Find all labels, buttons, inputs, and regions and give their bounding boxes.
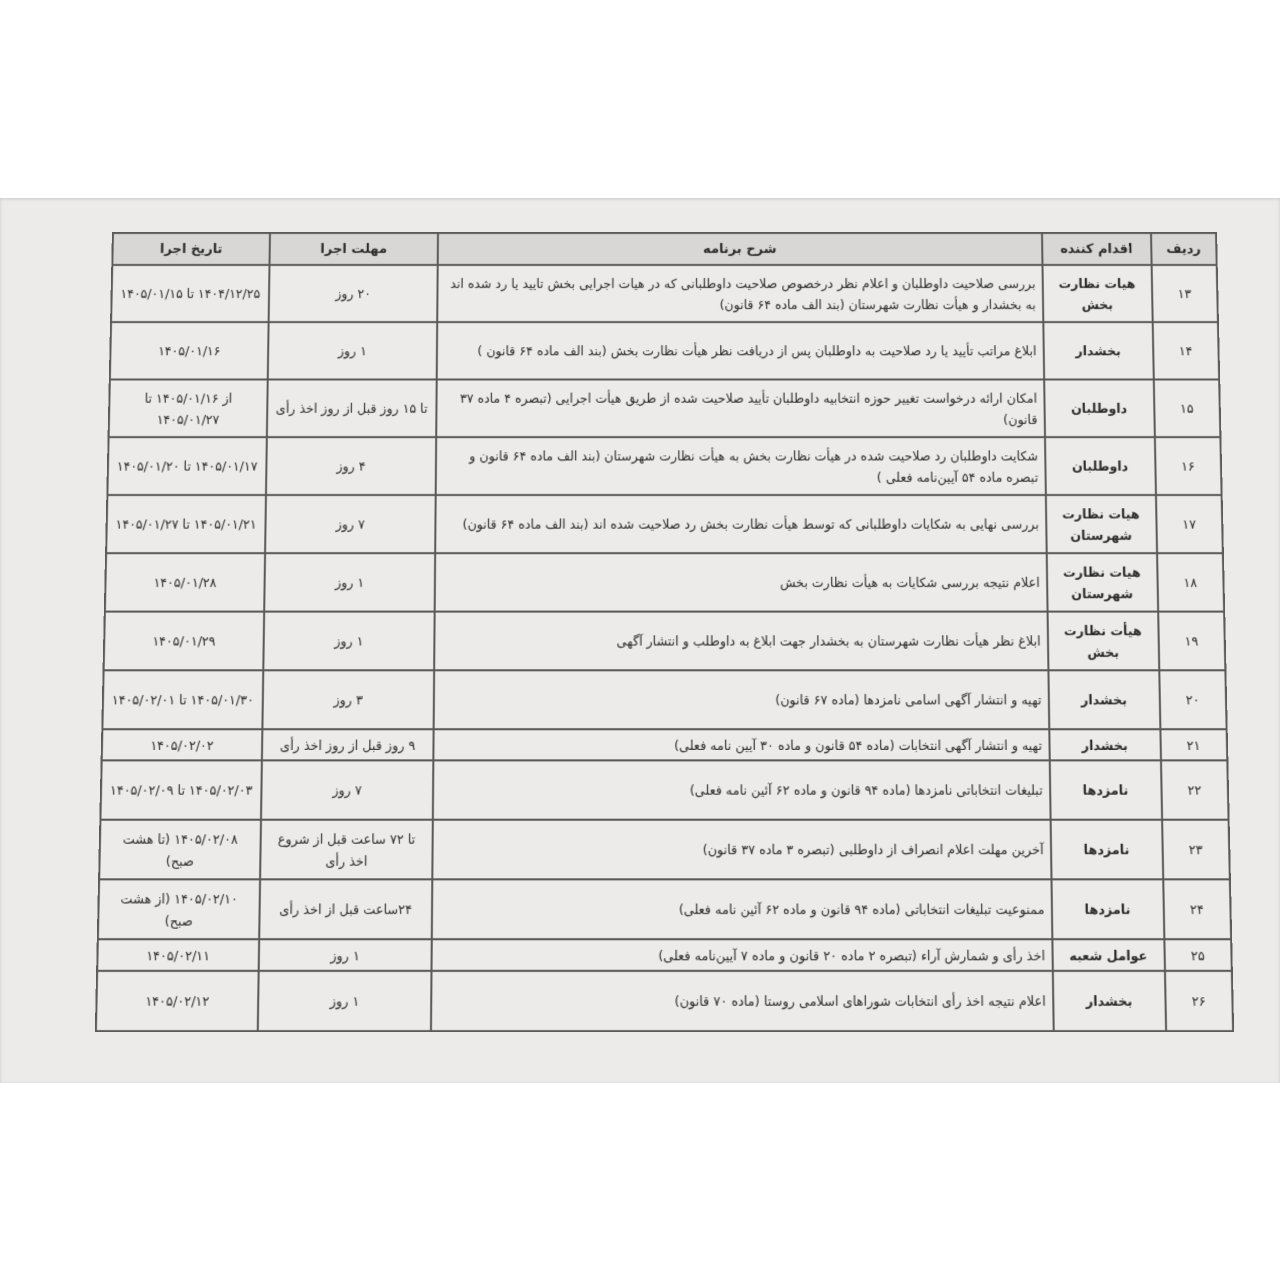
row-actor: بخشدار (1043, 322, 1153, 379)
table-row (107, 437, 1221, 495)
table-row (104, 612, 1226, 671)
table-row (97, 939, 1232, 971)
row-actor: نامزدها (1049, 760, 1161, 819)
row-number: ۲۳ (1162, 820, 1230, 880)
row-date: ۱۴۰۵/۰۱/۳۰ تا ۱۴۰۵/۰۲/۰۱ (102, 670, 263, 729)
row-actor: نامزدها (1051, 879, 1164, 939)
header-row-number: ردیف (1151, 233, 1217, 265)
row-number: ۲۱ (1160, 729, 1227, 760)
election-schedule-table (95, 232, 1234, 1032)
table-row (106, 495, 1223, 553)
row-deadline: ۲۴ساعت قبل از اخذ رأی (259, 879, 432, 939)
row-actor: هیات نظارت بخش (1042, 265, 1152, 322)
row-actor: داوطلبان (1045, 437, 1156, 495)
row-deadline: ۱ روز (259, 939, 432, 971)
table-row (100, 760, 1228, 819)
row-number: ۱۶ (1154, 437, 1221, 495)
row-actor: داوطلبان (1044, 379, 1155, 437)
row-description: شکایت داوطلبان رد صلاحیت شده در هیأت نظارت بخش به هیأت نظارت شهرستان (بند الف ماده ۶۴ قانون و تبصره ماده ۵۴ آیین‌نامه فعلی ) (435, 437, 1045, 495)
row-number: ۱۸ (1157, 553, 1224, 611)
row-actor: هیات نظارت شهرستان (1045, 495, 1156, 553)
row-number: ۲۵ (1164, 939, 1232, 971)
header-date: تاریخ اجرا (112, 233, 270, 265)
row-number: ۲۶ (1165, 971, 1234, 1031)
row-deadline: ۲۰ روز (269, 265, 438, 322)
table-body (96, 265, 1233, 1031)
table-row (99, 820, 1230, 880)
row-deadline: تا ۱۵ روز قبل از روز اخذ رأی (267, 379, 437, 437)
row-actor: هیات نظارت شهرستان (1046, 553, 1157, 611)
row-date: ۱۴۰۵/۰۲/۰۳ تا ۱۴۰۵/۰۲/۰۹ (100, 760, 261, 819)
row-deadline: ۷ روز (265, 495, 435, 553)
row-deadline: تا ۷۲ ساعت قبل از شروع اخذ رأی (260, 820, 433, 880)
row-description: بررسی نهایی به شکایات داوطلبانی که توسط هیأت نظارت بخش رد صلاحیت شده اند (بند الف ماده ۶۴ قانون) (435, 495, 1046, 553)
row-number: ۱۹ (1158, 612, 1226, 671)
row-date: ۱۴۰۵/۰۱/۱۷ تا ۱۴۰۵/۰۱/۲۰ (107, 437, 266, 495)
header-description: شرح برنامه (438, 233, 1043, 265)
table-row (110, 322, 1219, 379)
row-number: ۲۰ (1159, 670, 1227, 729)
table-row (96, 971, 1233, 1031)
table-row (105, 553, 1224, 611)
table-row (109, 379, 1221, 437)
row-description: ممنوعیت تبلیغات انتخاباتی (ماده ۹۴ قانون و ماده ۶۲ آئین نامه فعلی) (432, 879, 1052, 939)
row-number: ۱۷ (1156, 495, 1223, 553)
row-description: تبلیغات انتخاباتی نامزدها (ماده ۹۴ قانون و ماده ۶۲ آئین نامه فعلی) (433, 760, 1051, 819)
document-page (0, 198, 1280, 1083)
row-description: تهیه و انتشار آگهی اسامی نامزدها (ماده ۶۷ قانون) (433, 670, 1048, 729)
row-deadline: ۱ روز (263, 612, 434, 671)
row-date: ۱۴۰۵/۰۲/۱۲ (96, 971, 259, 1031)
row-actor: هیأت نظارت بخش (1047, 612, 1159, 671)
row-number: ۱۳ (1151, 265, 1218, 322)
row-description: تهیه و انتشار آگهی انتخابات (ماده ۵۴ قانون و ماده ۳۰ آیین نامه فعلی) (433, 729, 1049, 760)
header-row (112, 233, 1216, 265)
row-date: از ۱۴۰۵/۰۱/۱۶ تا ۱۴۰۵/۰۱/۲۷ (109, 379, 268, 437)
row-description: اخذ رأی و شمارش آراء (تبصره ۲ ماده ۲۰ قانون و ماده ۷ آیین‌نامه فعلی) (431, 939, 1052, 971)
row-description: بررسی صلاحیت داوطلبان و اعلام نظر درخصوص صلاحیت داوطلبانی که در هیات اجرایی بخش تایید یا رد شده اند به بخشدار و هیأت نظارت شهرستان (بند الف ماده ۶۴ قانون) (437, 265, 1043, 322)
row-actor: بخشدار (1049, 729, 1161, 760)
row-description: آخرین مهلت اعلام انصراف از داوطلبی (تبصره ۳ ماده ۳۷ قانون) (432, 820, 1051, 880)
row-deadline: ۹ روز قبل از روز اخذ رأی (262, 729, 434, 760)
row-number: ۲۲ (1161, 760, 1229, 819)
row-actor: نامزدها (1050, 820, 1163, 880)
row-actor: بخشدار (1052, 971, 1165, 1031)
schedule-table-wrapper (95, 232, 1234, 1032)
row-date: ۱۴۰۵/۰۲/۱۰ (از هشت صبح) (98, 879, 260, 939)
row-actor: بخشدار (1048, 670, 1160, 729)
row-number: ۱۵ (1153, 379, 1220, 437)
table-row (102, 729, 1228, 760)
row-description: ابلاغ نظر هیأت نظارت شهرستان به بخشدار جهت ابلاغ به داوطلب و انتشار آگهی (434, 612, 1048, 671)
row-date: ۱۴۰۵/۰۱/۲۸ (105, 553, 265, 611)
row-deadline: ۳ روز (262, 670, 434, 729)
header-deadline: مهلت اجرا (269, 233, 437, 265)
row-date: ۱۴۰۵/۰۲/۰۸ (تا هشت صبح) (99, 820, 261, 880)
row-actor: عوامل شعبه (1052, 939, 1165, 971)
row-date: ۱۴۰۵/۰۱/۲۹ (104, 612, 265, 671)
table-row (111, 265, 1218, 322)
table-row (98, 879, 1231, 939)
row-deadline: ۱ روز (268, 322, 437, 379)
row-deadline: ۴ روز (266, 437, 436, 495)
row-description: امکان ارائه درخواست تغییر حوزه انتخابیه داوطلبان تأیید صلاحیت شده از طریق هیأت اجرایی (تبصره ۴ ماده ۳۷ قانون) (436, 379, 1045, 437)
row-number: ۱۴ (1152, 322, 1219, 379)
row-date: ۱۴۰۵/۰۱/۲۱ تا ۱۴۰۵/۰۱/۲۷ (106, 495, 266, 553)
row-deadline: ۷ روز (261, 760, 433, 819)
row-description: ابلاغ مراتب تأیید یا رد صلاحیت به داوطلبان پس از دریافت نظر هیأت نظارت بخش (بند الف ماده ۶۴ قانون ) (437, 322, 1044, 379)
row-description: اعلام نتیجه بررسی شکایات به هیأت نظارت بخش (434, 553, 1047, 611)
table-row (102, 670, 1226, 729)
row-date: ۱۴۰۵/۰۱/۱۶ (110, 322, 269, 379)
row-description: اعلام نتیجه اخذ رأی انتخابات شوراهای اسلامی روستا (ماده ۷۰ قانون) (431, 971, 1054, 1031)
table-header (112, 233, 1216, 265)
row-deadline: ۱ روز (258, 971, 432, 1031)
row-deadline: ۱ روز (264, 553, 435, 611)
row-number: ۲۴ (1163, 879, 1231, 939)
row-date: ۱۴۰۴/۱۲/۲۵ تا ۱۴۰۵/۰۱/۱۵ (111, 265, 269, 322)
header-actor: اقدام کننده (1042, 233, 1152, 265)
row-date: ۱۴۰۵/۰۲/۱۱ (97, 939, 259, 971)
row-date: ۱۴۰۵/۰۲/۰۲ (102, 729, 263, 760)
